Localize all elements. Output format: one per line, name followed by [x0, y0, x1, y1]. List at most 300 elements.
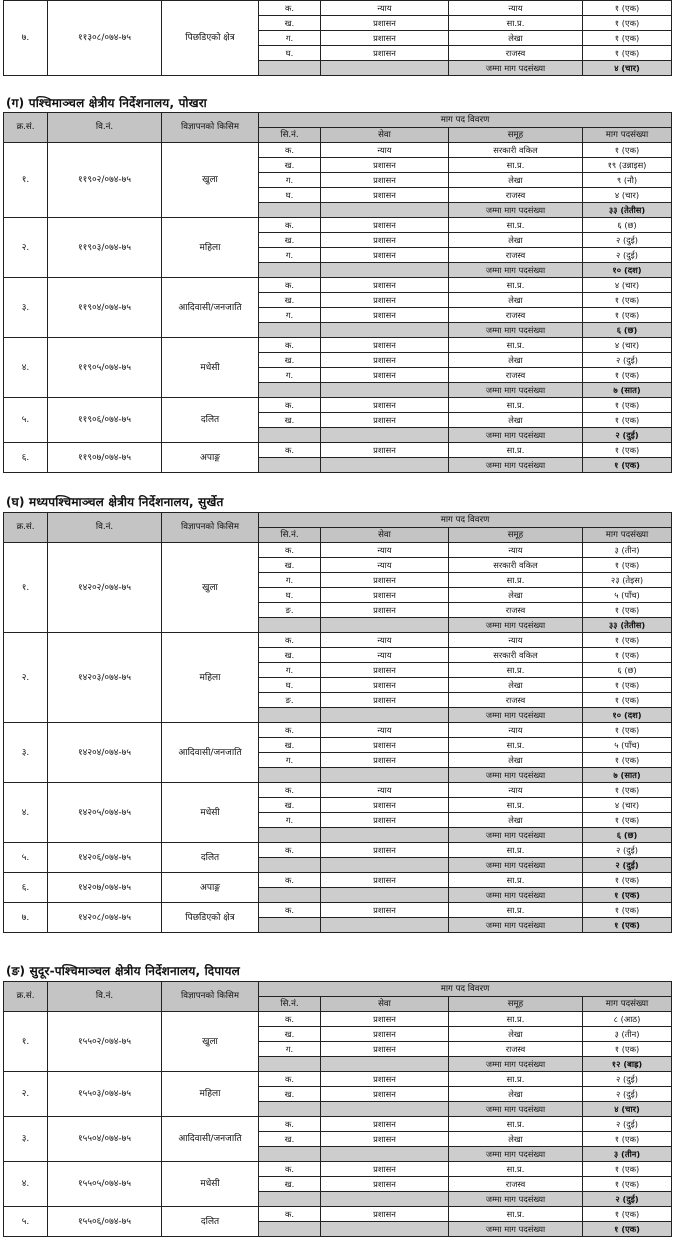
advert-number: १५५०५/०७४-७५ [48, 1162, 162, 1207]
serial-number: २. [4, 633, 48, 723]
row-service: प्रशासन [321, 1162, 449, 1177]
row-post-count: १ (एक) [583, 368, 672, 383]
row-sn: ग. [259, 573, 321, 588]
row-service: प्रशासन [321, 588, 449, 603]
row-sn: क. [259, 783, 321, 798]
row-group: सा.प्र. [449, 903, 583, 918]
row-service: प्रशासन [321, 413, 449, 428]
row-service: प्रशासन [321, 338, 449, 353]
advert-number: १४२०५/०७४-७५ [48, 783, 162, 843]
row-sn: ख. [259, 16, 321, 31]
row-service: प्रशासन [321, 678, 449, 693]
advert-number: १४२०७/०७४-७५ [48, 873, 162, 903]
row-sn: क. [259, 873, 321, 888]
header-advert-type: विज्ञापनको किसिम [162, 513, 259, 543]
row-sn: घ. [259, 678, 321, 693]
total-spacer [259, 1222, 321, 1237]
row-sn: ख. [259, 293, 321, 308]
row-group: सरकारी वकिल [449, 558, 583, 573]
row-service: प्रशासन [321, 353, 449, 368]
header-service: सेवा [321, 997, 449, 1012]
row-group: न्याय [449, 723, 583, 738]
row-service: प्रशासन [321, 443, 449, 458]
serial-number: ५. [4, 843, 48, 873]
row-group: लेखा [449, 353, 583, 368]
header-advert-number: वि.नं. [48, 113, 162, 143]
row-group: सा.प्र. [449, 338, 583, 353]
total-value: २ (दुई) [583, 428, 672, 443]
row-post-count: १ (एक) [583, 633, 672, 648]
row-post-count: १ (एक) [583, 1207, 672, 1222]
advert-type: महिला [162, 1072, 259, 1117]
serial-number: १. [4, 1012, 48, 1072]
row-sn: क. [259, 843, 321, 858]
row-sn: क. [259, 218, 321, 233]
row-service: प्रशासन [321, 1087, 449, 1102]
serial-number: २. [4, 1072, 48, 1117]
row-group: सा.प्र. [449, 16, 583, 31]
row-sn: क. [259, 143, 321, 158]
row-group: सा.प्र. [449, 1117, 583, 1132]
row-sn: ख. [259, 558, 321, 573]
row-group: लेखा [449, 413, 583, 428]
header-sn: सि.नं. [259, 997, 321, 1012]
row-service: प्रशासन [321, 813, 449, 828]
total-label: जम्मा माग पदसंख्या [449, 263, 583, 278]
row-group: लेखा [449, 173, 583, 188]
advert-number: ११९०६/०७४-७५ [48, 398, 162, 443]
row-service: न्याय [321, 558, 449, 573]
row-post-count: १ (एक) [583, 723, 672, 738]
row-group: सा.प्र. [449, 663, 583, 678]
row-sn: ख. [259, 738, 321, 753]
row-service: न्याय [321, 783, 449, 798]
total-spacer [259, 1147, 321, 1162]
row-service: प्रशासन [321, 16, 449, 31]
advert-number: ११९०७/०७४-७५ [48, 443, 162, 473]
row-post-count: १ (एक) [583, 1132, 672, 1147]
row-service: प्रशासन [321, 278, 449, 293]
advert-type: पिछडिएको क्षेत्र [162, 1, 259, 76]
header-post-count: माग पदसंख्या [583, 997, 672, 1012]
row-group: राजस्व [449, 188, 583, 203]
total-value: १० (दश) [583, 263, 672, 278]
row-sn: ख. [259, 798, 321, 813]
total-value: ४ (चार) [583, 1102, 672, 1117]
row-service: प्रशासन [321, 173, 449, 188]
table-row [4, 783, 672, 798]
row-post-count: १ (एक) [583, 308, 672, 323]
total-spacer [321, 1192, 449, 1207]
row-group: लेखा [449, 588, 583, 603]
row-service: प्रशासन [321, 158, 449, 173]
table-row [4, 1, 672, 16]
serial-number: ५. [4, 1207, 48, 1237]
advert-type: अपाङ्ग [162, 443, 259, 473]
header-group: समूह [449, 128, 583, 143]
table-row [4, 143, 672, 158]
advert-type: खुला [162, 543, 259, 633]
total-spacer [259, 263, 321, 278]
row-service: प्रशासन [321, 1207, 449, 1222]
total-spacer [259, 918, 321, 933]
row-post-count: १ (एक) [583, 16, 672, 31]
row-post-count: ४ (चार) [583, 278, 672, 293]
row-post-count: २३ (तेइस) [583, 573, 672, 588]
header-advert-type: विज्ञापनको किसिम [162, 982, 259, 1012]
advert-type: आदिवासी/जनजाति [162, 278, 259, 338]
row-service: प्रशासन [321, 368, 449, 383]
advert-type: मधेसी [162, 338, 259, 398]
row-group: राजस्व [449, 693, 583, 708]
row-service: न्याय [321, 1, 449, 16]
total-spacer [259, 383, 321, 398]
header-service: सेवा [321, 528, 449, 543]
total-value: १ (एक) [583, 918, 672, 933]
total-label: जम्मा माग पदसंख्या [449, 61, 583, 76]
total-spacer [321, 61, 449, 76]
row-post-count: १ (एक) [583, 443, 672, 458]
total-spacer [259, 708, 321, 723]
row-group: सा.प्र. [449, 843, 583, 858]
row-sn: ख. [259, 233, 321, 248]
total-label: जम्मा माग पदसंख्या [449, 708, 583, 723]
total-label: जम्मा माग पदसंख्या [449, 828, 583, 843]
total-label: जम्मा माग पदसंख्या [449, 1102, 583, 1117]
total-label: जम्मा माग पदसंख्या [449, 1057, 583, 1072]
advert-type: दलित [162, 1207, 259, 1237]
total-value: १ (एक) [583, 458, 672, 473]
advert-number: ११९०२/०७४-७५ [48, 143, 162, 218]
row-service: प्रशासन [321, 248, 449, 263]
advert-type: महिला [162, 633, 259, 723]
row-service: प्रशासन [321, 873, 449, 888]
serial-number: ४. [4, 1162, 48, 1207]
table-row [4, 843, 672, 858]
header-serial: क्र.सं. [4, 113, 48, 143]
row-group: लेखा [449, 31, 583, 46]
row-post-count: ६ (छ) [583, 218, 672, 233]
row-service: प्रशासन [321, 1117, 449, 1132]
total-value: ३३ (तेतीस) [583, 618, 672, 633]
row-service: प्रशासन [321, 218, 449, 233]
total-spacer [321, 1057, 449, 1072]
row-post-count: ८ (आठ) [583, 1012, 672, 1027]
row-sn: क. [259, 723, 321, 738]
row-group: लेखा [449, 813, 583, 828]
table-row [4, 338, 672, 353]
row-post-count: १ (एक) [583, 413, 672, 428]
row-post-count: ५ (पाँच) [583, 738, 672, 753]
header-advert-type: विज्ञापनको किसिम [162, 113, 259, 143]
serial-number: ३. [4, 278, 48, 338]
table-row [4, 278, 672, 293]
row-group: सा.प्र. [449, 573, 583, 588]
row-post-count: १ (एक) [583, 753, 672, 768]
row-post-count: १ (एक) [583, 31, 672, 46]
row-sn: घ. [259, 588, 321, 603]
advert-type: खुला [162, 143, 259, 218]
total-spacer [259, 1057, 321, 1072]
advert-number: १४२०६/०७४-७५ [48, 843, 162, 873]
row-sn: क. [259, 278, 321, 293]
total-label: जम्मा माग पदसंख्या [449, 383, 583, 398]
total-value: ३३ (तेतीस) [583, 203, 672, 218]
row-service: प्रशासन [321, 738, 449, 753]
total-spacer [321, 888, 449, 903]
serial-number: ६. [4, 873, 48, 903]
advert-number: ११९०४/०७४-७५ [48, 278, 162, 338]
header-post-count: माग पदसंख्या [583, 528, 672, 543]
row-sn: क. [259, 1162, 321, 1177]
row-post-count: १ (एक) [583, 1177, 672, 1192]
row-group: लेखा [449, 293, 583, 308]
row-post-count: १ (एक) [583, 813, 672, 828]
row-service: प्रशासन [321, 903, 449, 918]
header-post-detail: माग पद विवरण [259, 513, 672, 528]
advert-number: १५५०३/०७४-७५ [48, 1072, 162, 1117]
row-group: राजस्व [449, 603, 583, 618]
total-spacer [321, 383, 449, 398]
total-spacer [259, 1102, 321, 1117]
row-post-count: २ (दुई) [583, 1072, 672, 1087]
total-spacer [259, 618, 321, 633]
serial-number: २. [4, 218, 48, 278]
row-sn: क. [259, 1012, 321, 1027]
row-group: राजस्व [449, 46, 583, 61]
table-row [4, 1072, 672, 1087]
row-group: राजस्व [449, 1042, 583, 1057]
row-sn: ङ. [259, 603, 321, 618]
row-service: प्रशासन [321, 188, 449, 203]
section-heading-surkhet: (घ) मध्यपश्चिमाञ्चल क्षेत्रीय निर्देशनालय, सुर्खेत [6, 495, 224, 509]
row-sn: ग. [259, 813, 321, 828]
total-spacer [259, 828, 321, 843]
advert-type: महिला [162, 218, 259, 278]
serial-number: ३. [4, 723, 48, 783]
row-post-count: २ (दुई) [583, 248, 672, 263]
row-post-count: १ (एक) [583, 783, 672, 798]
total-spacer [259, 428, 321, 443]
header-serial: क्र.सं. [4, 982, 48, 1012]
row-post-count: २ (दुई) [583, 233, 672, 248]
total-label: जम्मा माग पदसंख्या [449, 618, 583, 633]
advert-number: ११९०३/०७४-७५ [48, 218, 162, 278]
total-spacer [321, 428, 449, 443]
row-group: राजस्व [449, 1177, 583, 1192]
table-row [4, 903, 672, 918]
row-group: न्याय [449, 783, 583, 798]
row-post-count: १ (एक) [583, 398, 672, 413]
advert-type: पिछडिएको क्षेत्र [162, 903, 259, 933]
row-sn: ग. [259, 753, 321, 768]
row-group: सा.प्र. [449, 1072, 583, 1087]
row-service: प्रशासन [321, 233, 449, 248]
total-spacer [259, 458, 321, 473]
total-label: जम्मा माग पदसंख्या [449, 1147, 583, 1162]
header-post-detail: माग पद विवरण [259, 982, 672, 997]
row-group: सा.प्र. [449, 158, 583, 173]
advert-number: १४२०२/०७४-७५ [48, 543, 162, 633]
row-group: सा.प्र. [449, 1162, 583, 1177]
total-spacer [259, 61, 321, 76]
row-service: प्रशासन [321, 693, 449, 708]
row-post-count: २ (दुई) [583, 353, 672, 368]
advert-type: आदिवासी/जनजाति [162, 1117, 259, 1162]
serial-number: ६. [4, 443, 48, 473]
advert-number: ११३०८/०७४-७५ [48, 1, 162, 76]
row-service: प्रशासन [321, 1132, 449, 1147]
table-row [4, 218, 672, 233]
row-group: सा.प्र. [449, 218, 583, 233]
serial-number: ७. [4, 903, 48, 933]
row-sn: ख. [259, 1087, 321, 1102]
row-group: राजस्व [449, 248, 583, 263]
header-serial: क्र.सं. [4, 513, 48, 543]
total-spacer [321, 263, 449, 278]
advert-number: ११९०५/०७४-७५ [48, 338, 162, 398]
header-post-detail: माग पद विवरण [259, 113, 672, 128]
row-service: प्रशासन [321, 798, 449, 813]
table-row [4, 633, 672, 648]
total-value: ७ (सात) [583, 383, 672, 398]
serial-number: ५. [4, 398, 48, 443]
total-label: जम्मा माग पदसंख्या [449, 918, 583, 933]
row-post-count: १ (एक) [583, 693, 672, 708]
row-service: प्रशासन [321, 1042, 449, 1057]
table-row [4, 1012, 672, 1027]
row-sn: ग. [259, 1042, 321, 1057]
row-group: सा.प्र. [449, 1012, 583, 1027]
row-sn: क. [259, 1207, 321, 1222]
total-spacer [259, 858, 321, 873]
advert-number: १४२०८/०७४-७५ [48, 903, 162, 933]
row-sn: क. [259, 1, 321, 16]
row-sn: ग. [259, 248, 321, 263]
total-value: ४ (चार) [583, 61, 672, 76]
row-post-count: १ (एक) [583, 603, 672, 618]
advert-type: खुला [162, 1012, 259, 1072]
total-value: १ (एक) [583, 888, 672, 903]
total-spacer [259, 888, 321, 903]
total-spacer [259, 1192, 321, 1207]
row-group: लेखा [449, 1027, 583, 1042]
total-spacer [321, 323, 449, 338]
row-sn: घ. [259, 188, 321, 203]
total-value: ६ (छ) [583, 828, 672, 843]
total-value: ६ (छ) [583, 323, 672, 338]
row-service: प्रशासन [321, 308, 449, 323]
row-group: सा.प्र. [449, 1207, 583, 1222]
row-sn: क. [259, 633, 321, 648]
row-group: राजस्व [449, 308, 583, 323]
row-group: सा.प्र. [449, 278, 583, 293]
row-service: प्रशासन [321, 1072, 449, 1087]
table-surkhet [3, 512, 672, 933]
total-label: जम्मा माग पदसंख्या [449, 458, 583, 473]
row-group: लेखा [449, 678, 583, 693]
total-spacer [321, 1102, 449, 1117]
row-sn: ख. [259, 413, 321, 428]
total-label: जम्मा माग पदसंख्या [449, 858, 583, 873]
table-row [4, 873, 672, 888]
row-post-count: १ (एक) [583, 143, 672, 158]
total-label: जम्मा माग पदसंख्या [449, 323, 583, 338]
row-service: न्याय [321, 633, 449, 648]
row-group: न्याय [449, 543, 583, 558]
row-service: न्याय [321, 723, 449, 738]
total-label: जम्मा माग पदसंख्या [449, 428, 583, 443]
advert-number: १४२०३/०७४-७५ [48, 633, 162, 723]
row-group: सरकारी वकिल [449, 648, 583, 663]
advert-type: दलित [162, 843, 259, 873]
serial-number: १. [4, 143, 48, 218]
row-group: सा.प्र. [449, 443, 583, 458]
advert-type: दलित [162, 398, 259, 443]
row-post-count: ४ (चार) [583, 188, 672, 203]
row-service: प्रशासन [321, 573, 449, 588]
advert-type: अपाङ्ग [162, 873, 259, 903]
table-row [4, 1207, 672, 1222]
row-service: प्रशासन [321, 1027, 449, 1042]
total-spacer [321, 458, 449, 473]
row-group: सा.प्र. [449, 398, 583, 413]
row-group: सा.प्र. [449, 873, 583, 888]
row-group: लेखा [449, 753, 583, 768]
header-group: समूह [449, 528, 583, 543]
total-value: १० (दश) [583, 708, 672, 723]
row-post-count: १ (एक) [583, 46, 672, 61]
table-western-continuation [3, 0, 672, 76]
row-sn: ग. [259, 31, 321, 46]
total-spacer [321, 203, 449, 218]
row-sn: ङ. [259, 693, 321, 708]
row-service: न्याय [321, 648, 449, 663]
serial-number: ४. [4, 783, 48, 843]
header-row [4, 982, 672, 997]
total-value: २ (दुई) [583, 858, 672, 873]
row-service: न्याय [321, 543, 449, 558]
advert-type: मधेसी [162, 783, 259, 843]
row-post-count: ४ (चार) [583, 338, 672, 353]
header-post-count: माग पदसंख्या [583, 128, 672, 143]
total-label: जम्मा माग पदसंख्या [449, 1222, 583, 1237]
serial-number: ४. [4, 338, 48, 398]
row-group: लेखा [449, 1087, 583, 1102]
table-row [4, 1162, 672, 1177]
row-sn: ख. [259, 648, 321, 663]
total-spacer [259, 323, 321, 338]
header-advert-number: वि.नं. [48, 982, 162, 1012]
total-value: ३ (तीन) [583, 1147, 672, 1162]
row-sn: क. [259, 1117, 321, 1132]
row-post-count: ३ (तीन) [583, 1027, 672, 1042]
row-sn: क. [259, 1072, 321, 1087]
row-post-count: १९ (उन्नाइस) [583, 158, 672, 173]
total-spacer [321, 618, 449, 633]
row-sn: क. [259, 338, 321, 353]
row-post-count: २ (दुई) [583, 1087, 672, 1102]
section-heading-dipayal: (ङ) सुदूर-पश्चिमाञ्चल क्षेत्रीय निर्देशनालय, दिपायल [6, 964, 240, 978]
row-group: राजस्व [449, 368, 583, 383]
row-sn: ख. [259, 1027, 321, 1042]
section-heading-pokhara: (ग) पश्चिमाञ्चल क्षेत्रीय निर्देशनालय, पोखरा [6, 96, 207, 110]
row-service: प्रशासन [321, 46, 449, 61]
row-sn: क. [259, 543, 321, 558]
header-group: समूह [449, 997, 583, 1012]
total-label: जम्मा माग पदसंख्या [449, 768, 583, 783]
row-sn: ख. [259, 158, 321, 173]
